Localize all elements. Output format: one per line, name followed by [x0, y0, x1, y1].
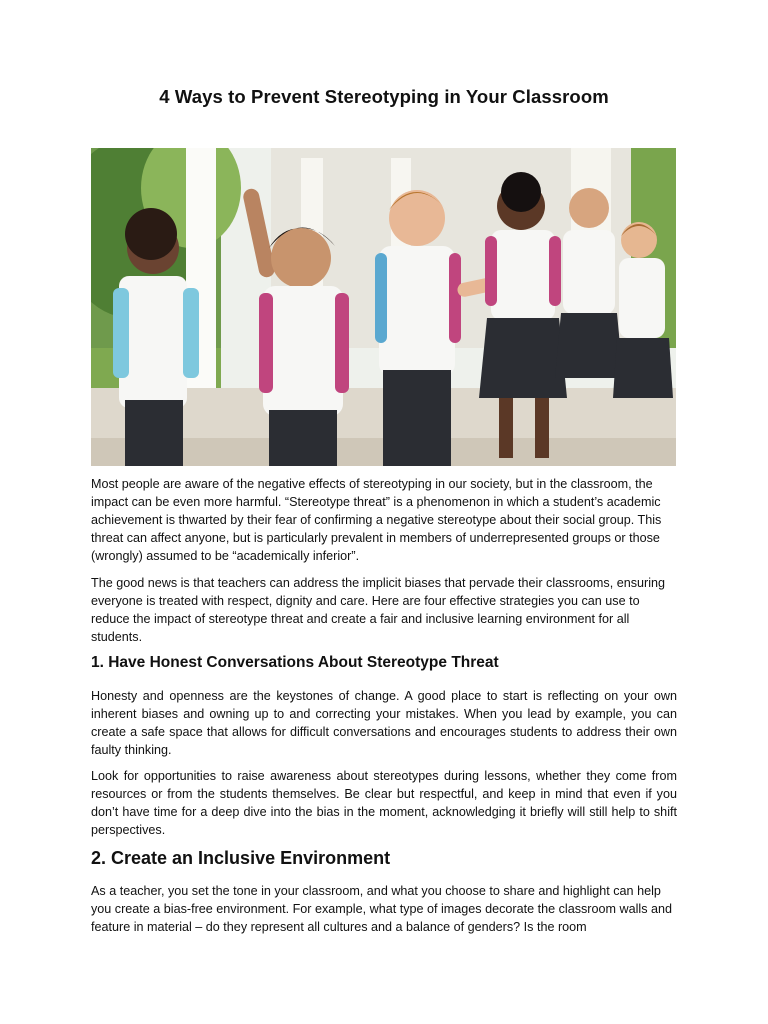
section-1-paragraph-2 — [91, 767, 677, 839]
paragraph-text: The good news is that teachers can address the implicit biases that pervade their classrooms, ensuring everyone is treated with respect, dignity and care. Here are four effective strategies you can use to reduce the impact of stereotype threat and create a fair and inclusive learning environment for all students. — [91, 576, 666, 644]
intro-paragraph-1 — [91, 475, 677, 565]
section-2-heading: 2. Create an Inclusive Environment — [91, 848, 391, 868]
section-1-heading: 1. Have Honest Conversations About Stereotype Threat — [91, 654, 499, 671]
paragraph-text: Most people are aware of the negative effects of stereotyping in our society, but in the classroom, the impact can be even more harmful. “Stereotype threat” is a phenomenon in which a student’s academic achievement is thwarted by their fear of confirming a negative stereotype about their social group. This threat can affect anyone, but is particularly prevalent in members of underrepresented groups or those (wrongly) assumed to be “academically inferior”. — [91, 477, 662, 563]
intro-paragraph-2 — [91, 574, 677, 646]
paragraph-text: Look for opportunities to raise awareness about stereotypes during lessons, whether they come from resources or from the students themselves. Be clear but respectful, and keep in mind that even if you don’t have time for a deep dive into the bias in the moment, acknowledging it briefly will still help to shift perspectives. — [91, 769, 677, 837]
section-1-paragraph-1 — [91, 687, 677, 759]
schoolchildren-photo — [91, 148, 676, 466]
document-title: 4 Ways to Prevent Stereotyping in Your Classroom — [159, 86, 609, 107]
section-2-paragraph-1 — [91, 882, 677, 936]
paragraph-text: Honesty and openness are the keystones of change. A good place to start is reflecting on your own inherent biases and owning up to and correcting your mistakes. When you lead by example, you can create a safe space that allows for difficult conversations and encourages students to address their own faulty thinking. — [91, 689, 677, 757]
paragraph-text: As a teacher, you set the tone in your classroom, and what you choose to share and highlight can help you create a bias-free environment. For example, what type of images decorate the classroom walls and feature in material – do they represent all cultures and a balance of genders? Is the room — [91, 884, 672, 934]
